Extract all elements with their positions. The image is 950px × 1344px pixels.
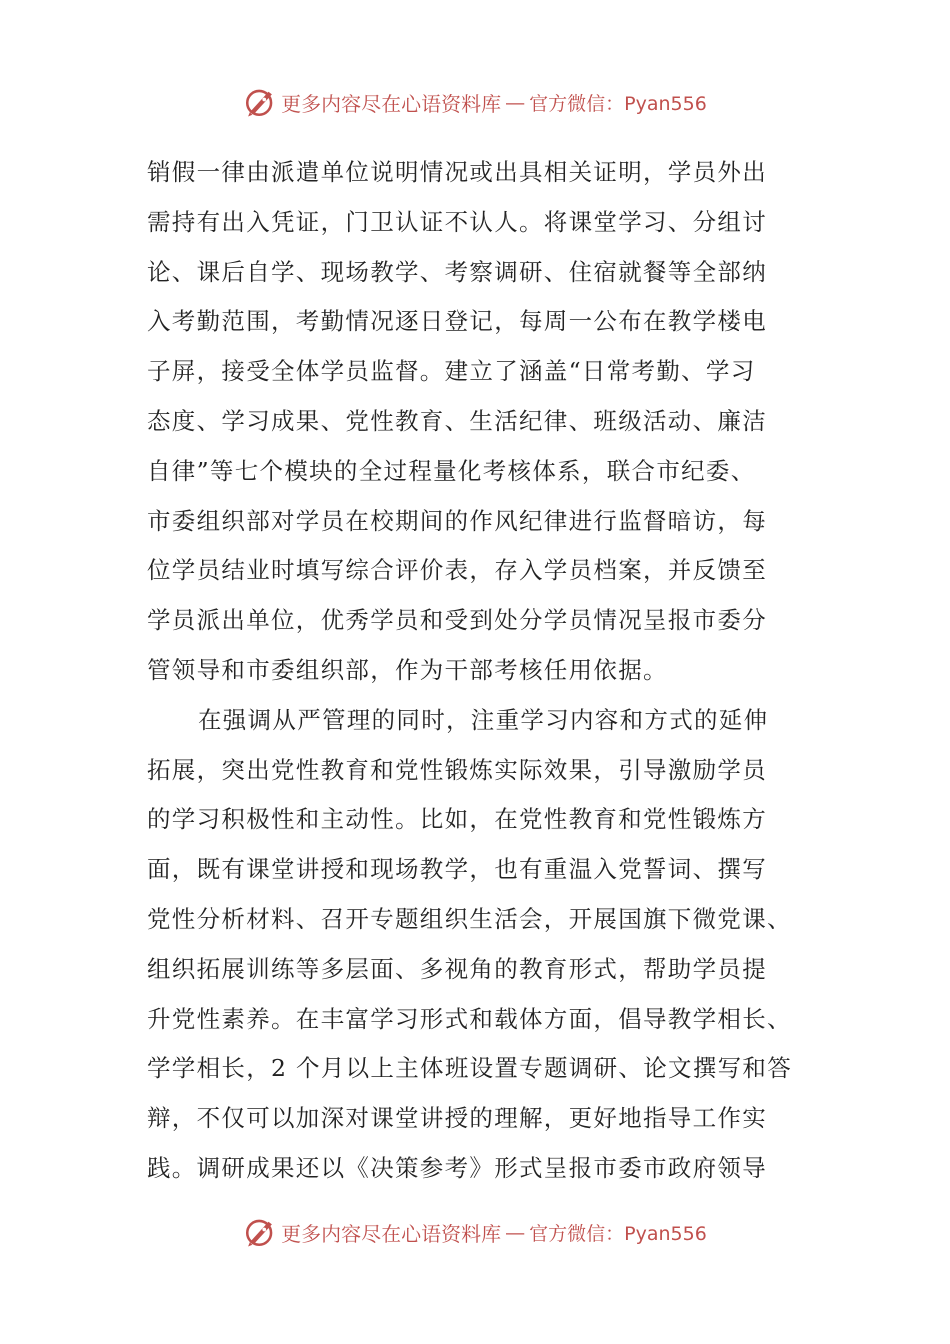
text-line: 升党性素养。在丰富学习形式和载体方面，倡导教学相长、 xyxy=(147,1004,792,1033)
text-line: 管领导和市委组织部，作为干部考核任用依据。 xyxy=(147,655,668,684)
text-line: 践。调研成果还以《决策参考》形式呈报市委市政府领导 xyxy=(147,1153,767,1182)
text-line: 的学习积极性和主动性。比如，在党性教育和党性锻炼方 xyxy=(147,805,767,834)
banner-title: 更多内容尽在心语资料库 xyxy=(281,1221,502,1246)
banner-wechat: 官方微信：Pyan556 xyxy=(529,1222,707,1245)
banner-wechat: 官方微信：Pyan556 xyxy=(529,92,707,115)
text-line: 学学相长，2 个月以上主体班设置专题调研、论文撰写和答 xyxy=(147,1054,793,1083)
text-line: 销假一律由派遣单位说明情况或出具相关证明，学员外出 xyxy=(147,158,767,186)
text-line: 面，既有课堂讲授和现场教学，也有重温入党誓词、撰写 xyxy=(147,855,767,884)
text-line: 组织拓展训练等多层面、多视角的教育形式，帮助学员提 xyxy=(147,954,767,983)
text-line: 党性分析材料、召开专题组织生活会，开展国旗下微党课、 xyxy=(147,904,792,933)
text-line: 辩，不仅可以加深对课堂讲授的理解，更好地指导工作实 xyxy=(147,1104,767,1133)
text-line: 需持有出入凭证，门卫认证不认人。将课堂学习、分组讨 xyxy=(147,207,767,236)
banner-title: 更多内容尽在心语资料库 xyxy=(281,91,502,116)
text-line: 位学员结业时填写综合评价表，存入学员档案，并反馈至 xyxy=(147,556,767,585)
text-line: 学员派出单位，优秀学员和受到处分学员情况呈报市委分 xyxy=(147,606,767,635)
text-line: 自律”等七个模块的全过程量化考核体系，联合市纪委、 xyxy=(147,456,756,485)
pen-logo-icon xyxy=(243,85,277,119)
text-line: 态度、学习成果、党性教育、生活纪律、班级活动、廉洁 xyxy=(147,406,767,435)
text-line: 入考勤范围，考勤情况逐日登记，每周一公布在教学楼电 xyxy=(147,307,767,336)
text-line: 论、课后自学、现场教学、考察调研、住宿就餐等全部纳 xyxy=(147,257,767,286)
text-line: 市委组织部对学员在校期间的作风纪律进行监督暗访，每 xyxy=(147,506,767,535)
body-text xyxy=(147,148,807,1194)
header-banner xyxy=(0,82,950,122)
text-line: 子屏，接受全体学员监督。建立了涵盖“日常考勤、学习 xyxy=(147,357,756,386)
banner-separator: — xyxy=(505,90,526,114)
paragraph-start-line: 在强调从严管理的同时，注重学习内容和方式的延伸 xyxy=(198,705,769,734)
text-line: 拓展，突出党性教育和党性锻炼实际效果，引导激励学员 xyxy=(147,755,767,784)
pen-logo-icon xyxy=(243,1215,277,1249)
banner-separator: — xyxy=(505,1220,526,1244)
footer-banner xyxy=(0,1212,950,1252)
